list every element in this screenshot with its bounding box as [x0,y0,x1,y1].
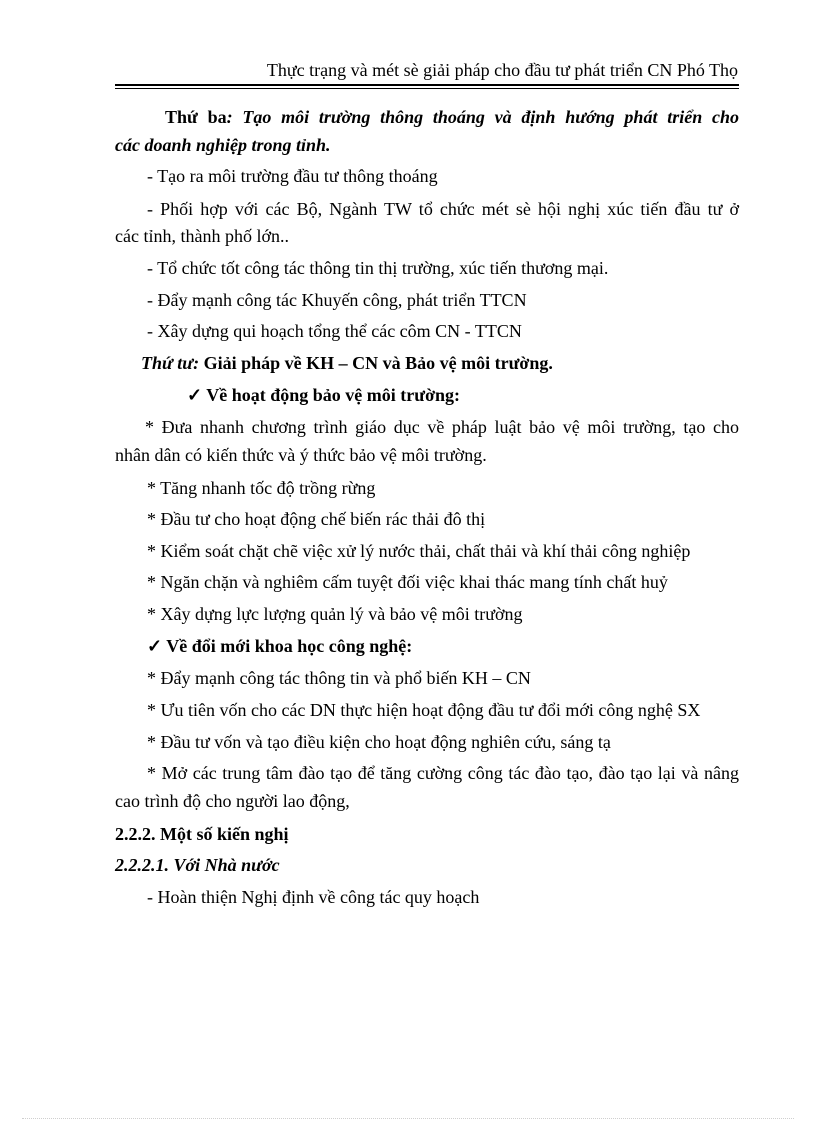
list-item: - Tạo ra môi trường đầu tư thông thoáng [147,166,438,186]
section-heading-2-2-2-1: 2.2.2.1. Với Nhà nước [115,855,280,875]
env-item-continuation: nhân dân có kiến thức và ý thức bảo vệ môi trường. [115,445,487,465]
env-item: * Kiểm soát chặt chẽ việc xử lý nước thải, chất thải và khí thải công nghiệp [147,541,691,561]
tech-item: * Mở các trung tâm đào tạo để tăng cường công tác đào tạo, đào tạo lại và nâng [147,763,739,783]
tech-item: * Đẩy mạnh công tác thông tin và phổ biến KH – CN [147,668,531,688]
thu-ba-heading-line2: các doanh nghiệp trong tỉnh. [115,135,331,155]
page-bottom-border [22,1118,794,1119]
env-item: * Xây dựng lực lượng quản lý và bảo vệ môi trường [147,604,523,624]
checkmark-icon: ✓ [187,385,203,405]
env-item: * Tăng nhanh tốc độ trồng rừng [147,478,376,498]
env-subheading [115,384,739,406]
checkmark-icon: ✓ [147,636,163,656]
list-item: - Đẩy mạnh công tác Khuyến công, phát triển TTCN [147,290,527,310]
tech-heading-text: Về đổi mới khoa học công nghệ: [166,636,413,656]
list-item: - Hoàn thiện Nghị định về công tác quy hoạch [147,887,480,907]
section-heading-2-2-2: 2.2.2. Một số kiến nghị [115,824,289,844]
list-item: - Tổ chức tốt công tác thông tin thị trường, xúc tiến thương mại. [147,258,609,278]
header-rule-thick [115,84,739,86]
thu-tu-title: Giải pháp về KH – CN và Bảo vệ môi trường. [199,353,553,373]
list-item-continuation: các tỉnh, thành phố lớn.. [115,226,289,246]
list-item: - Phối hợp với các Bộ, Ngành TW tổ chức mét sè hội nghị xúc tiến đầu tư ở [147,199,739,219]
tech-item: * Ưu tiên vốn cho các DN thực hiện hoạt động đầu tư đổi mới công nghệ SX [147,700,701,720]
thu-ba-title: : Tạo môi trường thông thoáng và định hướng phát triển cho [226,107,739,127]
env-item: * Đầu tư cho hoạt động chế biến rác thải đô thị [147,509,486,529]
thu-ba-heading-line1 [115,106,739,128]
env-item: * Đưa nhanh chương trình giáo dục về pháp luật bảo vệ môi trường, tạo cho [145,417,739,437]
thu-ba-label: Thứ ba [165,107,227,127]
list-item: - Xây dựng qui hoạch tổng thể các côm CN - TTCN [147,321,522,341]
tech-item: * Đầu tư vốn và tạo điều kiện cho hoạt động nghiên cứu, sáng tạ [147,732,611,752]
env-item: * Ngăn chặn và nghiêm cấm tuyệt đối việc khai thác mang tính chất huỷ [147,572,668,592]
tech-item-continuation: cao trình độ cho người lao động, [115,791,350,811]
header-rule-thin [115,88,739,89]
env-heading-text: Về hoạt động bảo vệ môi trường: [206,385,461,405]
thu-tu-label: Thứ tư: [141,353,200,373]
running-header: Thực trạng và mét sè giải pháp cho đầu tư phát triển CN Phó Thọ [266,60,738,80]
thu-tu-heading [115,352,739,374]
tech-subheading [115,635,739,657]
